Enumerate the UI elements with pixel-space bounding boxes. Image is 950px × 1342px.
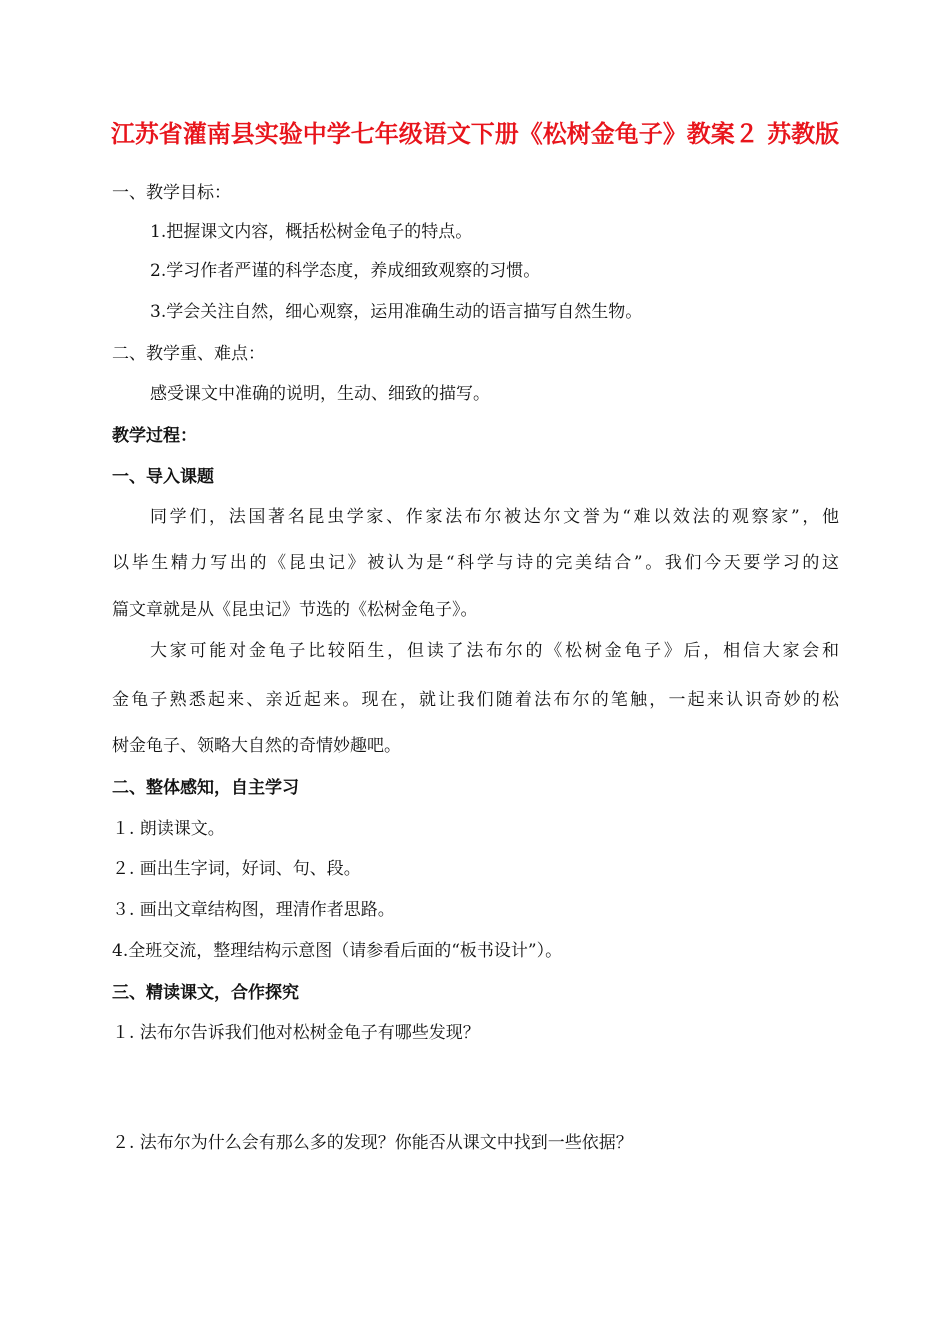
part1-para2-line2: 金龟子熟悉起来、亲近起来。现在，就让我们随着法布尔的笔触，一起来认识奇妙的松	[112, 690, 839, 710]
part3-question-1: １. 法布尔告诉我们他对松树金龟子有哪些发现？	[112, 1023, 480, 1043]
key-points-text: 感受课文中准确的说明，生动、细致的描写。	[150, 384, 490, 404]
goal-item-1: 1.把握课文内容，概括松树金龟子的特点。	[150, 222, 473, 242]
part3-question-2: ２. 法布尔为什么会有那么多的发现？你能否从课文中找到一些依据？	[112, 1133, 633, 1153]
part1-para1-line3: 篇文章就是从《昆虫记》节选的《松树金龟子》。	[112, 600, 478, 620]
part1-para1-line1: 同学们，法国著名昆虫学家、作家法布尔被达尔文誉为“难以效法的观察家”，他	[150, 507, 839, 527]
part1-para1-line2: 以毕生精力写出的《昆虫记》被认为是“科学与诗的完美结合”。我们今天要学习的这	[112, 553, 839, 573]
key-points-heading: 二、教学重、难点：	[112, 344, 265, 364]
part1-heading: 一、导入课题	[112, 467, 214, 487]
part2-item-1: １. 朗读课文。	[112, 819, 225, 839]
part3-heading: 三、精读课文，合作探究	[112, 983, 299, 1003]
document-title: 江苏省灌南县实验中学七年级语文下册《松树金龟子》教案２ 苏教版	[110, 120, 840, 148]
goal-item-2: 2.学习作者严谨的科学态度，养成细致观察的习惯。	[150, 261, 541, 281]
part2-item-2: ２. 画出生字词，好词、句、段。	[112, 859, 361, 879]
part2-heading: 二、整体感知，自主学习	[112, 778, 299, 798]
part1-para2-line3: 树金龟子、领略大自然的奇情妙趣吧。	[112, 736, 401, 756]
part2-item-3: ３. 画出文章结构图，理清作者思路。	[112, 900, 395, 920]
goal-item-3: 3.学会关注自然，细心观察，运用准确生动的语言描写自然生物。	[150, 302, 643, 322]
process-heading: 教学过程：	[112, 426, 197, 446]
part2-item-4: 4.全班交流，整理结构示意图（请参看后面的“板书设计”）。	[112, 941, 563, 961]
part1-para2-line1: 大家可能对金龟子比较陌生，但读了法布尔的《松树金龟子》后，相信大家会和	[150, 641, 839, 661]
goals-heading: 一、教学目标：	[112, 183, 231, 203]
